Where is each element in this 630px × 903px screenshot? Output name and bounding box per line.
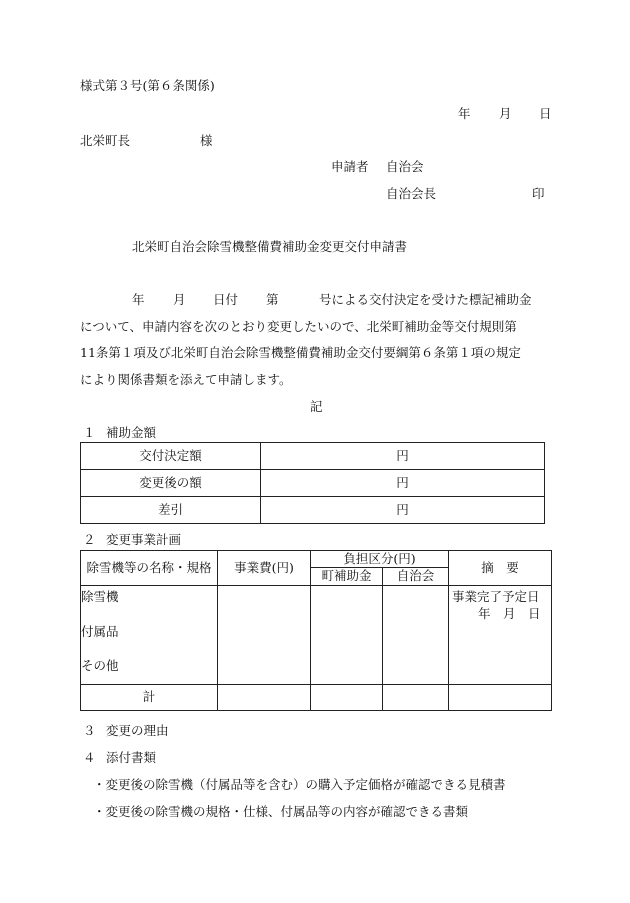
total-assoc-cell bbox=[383, 685, 449, 711]
body-day: 日付 bbox=[213, 292, 239, 307]
section4-number: ４ bbox=[83, 750, 96, 765]
items-cell bbox=[81, 586, 218, 685]
cost-cell bbox=[218, 586, 311, 685]
section3-heading: 変更の理由 bbox=[106, 723, 169, 738]
col-burden-header: 負担区分(円) bbox=[311, 551, 449, 568]
col-cost-header: 事業費(円) bbox=[218, 551, 311, 586]
body-no-prefix: 第 bbox=[266, 292, 279, 307]
item-other: その他 bbox=[81, 658, 119, 673]
item-accessories: 付属品 bbox=[81, 623, 119, 639]
col-assoc-header: 自治会 bbox=[383, 568, 449, 586]
date-month-label: 月 bbox=[499, 106, 512, 121]
applicant-head: 自治会長 bbox=[386, 186, 437, 201]
body-line4: により関係書類を添えて申請します。 bbox=[80, 372, 292, 387]
section3-number: ３ bbox=[83, 723, 96, 738]
body-line1: 号による交付決定を受けた標記補助金 bbox=[319, 292, 532, 307]
section4-heading: 添付書類 bbox=[106, 750, 157, 765]
date-year-label: 年 bbox=[458, 106, 471, 121]
attachment-item: ・変更後の除雪機の規格・仕様、付属品等の内容が確認できる書類 bbox=[93, 804, 469, 819]
amount-unit: 円 bbox=[261, 497, 545, 524]
table-row bbox=[81, 497, 545, 524]
col-town-header: 町補助金 bbox=[311, 568, 383, 586]
honorific: 様 bbox=[200, 133, 213, 148]
form-number: 様式第３号(第６条関係) bbox=[80, 78, 215, 93]
col-summary-header: 摘 要 bbox=[449, 551, 552, 586]
amount-unit: 円 bbox=[261, 443, 545, 470]
total-town-cell bbox=[311, 685, 383, 711]
body-month: 月 bbox=[173, 292, 186, 307]
col-item-header: 除雪機等の名称・規格 bbox=[81, 551, 218, 586]
item-snowblower: 除雪機 bbox=[81, 589, 119, 604]
body-line3: 11条第１項及び北栄町自治会除雪機整備費補助金交付要綱第６条第１項の規定 bbox=[80, 345, 521, 360]
applicant-org: 自治会 bbox=[386, 159, 424, 174]
completion-date-label: 事業完了予定日 bbox=[452, 589, 540, 604]
addressee: 北栄町長 bbox=[80, 133, 131, 148]
seal-mark: 印 bbox=[532, 186, 545, 201]
total-cost-cell bbox=[218, 685, 311, 711]
plan-table bbox=[80, 550, 552, 711]
total-label: 計 bbox=[81, 685, 218, 711]
attachment-item: ・変更後の除雪機（付属品等を含む）の購入予定価格が確認できる見積書 bbox=[93, 777, 506, 792]
summary-cell bbox=[449, 586, 552, 685]
table-header-row bbox=[81, 551, 552, 568]
table-row bbox=[81, 586, 552, 685]
section1-heading: 補助金額 bbox=[106, 425, 157, 440]
date-day-label: 日 bbox=[539, 106, 552, 121]
section2-number: ２ bbox=[83, 532, 96, 547]
body-line2: について、申請内容を次のとおり変更したいので、北栄町補助金等交付規則第 bbox=[80, 319, 517, 334]
total-summary-cell bbox=[449, 685, 552, 711]
row-label: 交付決定額 bbox=[81, 443, 261, 470]
ki-heading: 記 bbox=[310, 399, 323, 414]
row-label: 変更後の額 bbox=[81, 470, 261, 497]
body-year: 年 bbox=[132, 292, 145, 307]
subsidy-amount-table bbox=[80, 442, 545, 524]
assoc-cell bbox=[383, 586, 449, 685]
completion-date-fields: 年 月 日 bbox=[478, 605, 541, 621]
section2-heading: 変更事業計画 bbox=[106, 532, 182, 547]
applicant-label: 申請者 bbox=[331, 159, 369, 174]
section1-number: １ bbox=[83, 425, 96, 440]
town-cell bbox=[311, 586, 383, 685]
table-total-row bbox=[81, 685, 552, 711]
amount-unit: 円 bbox=[261, 470, 545, 497]
row-label: 差引 bbox=[81, 497, 261, 524]
document-title: 北栄町自治会除雪機整備費補助金変更交付申請書 bbox=[132, 239, 408, 254]
table-row bbox=[81, 470, 545, 497]
table-row bbox=[81, 443, 545, 470]
